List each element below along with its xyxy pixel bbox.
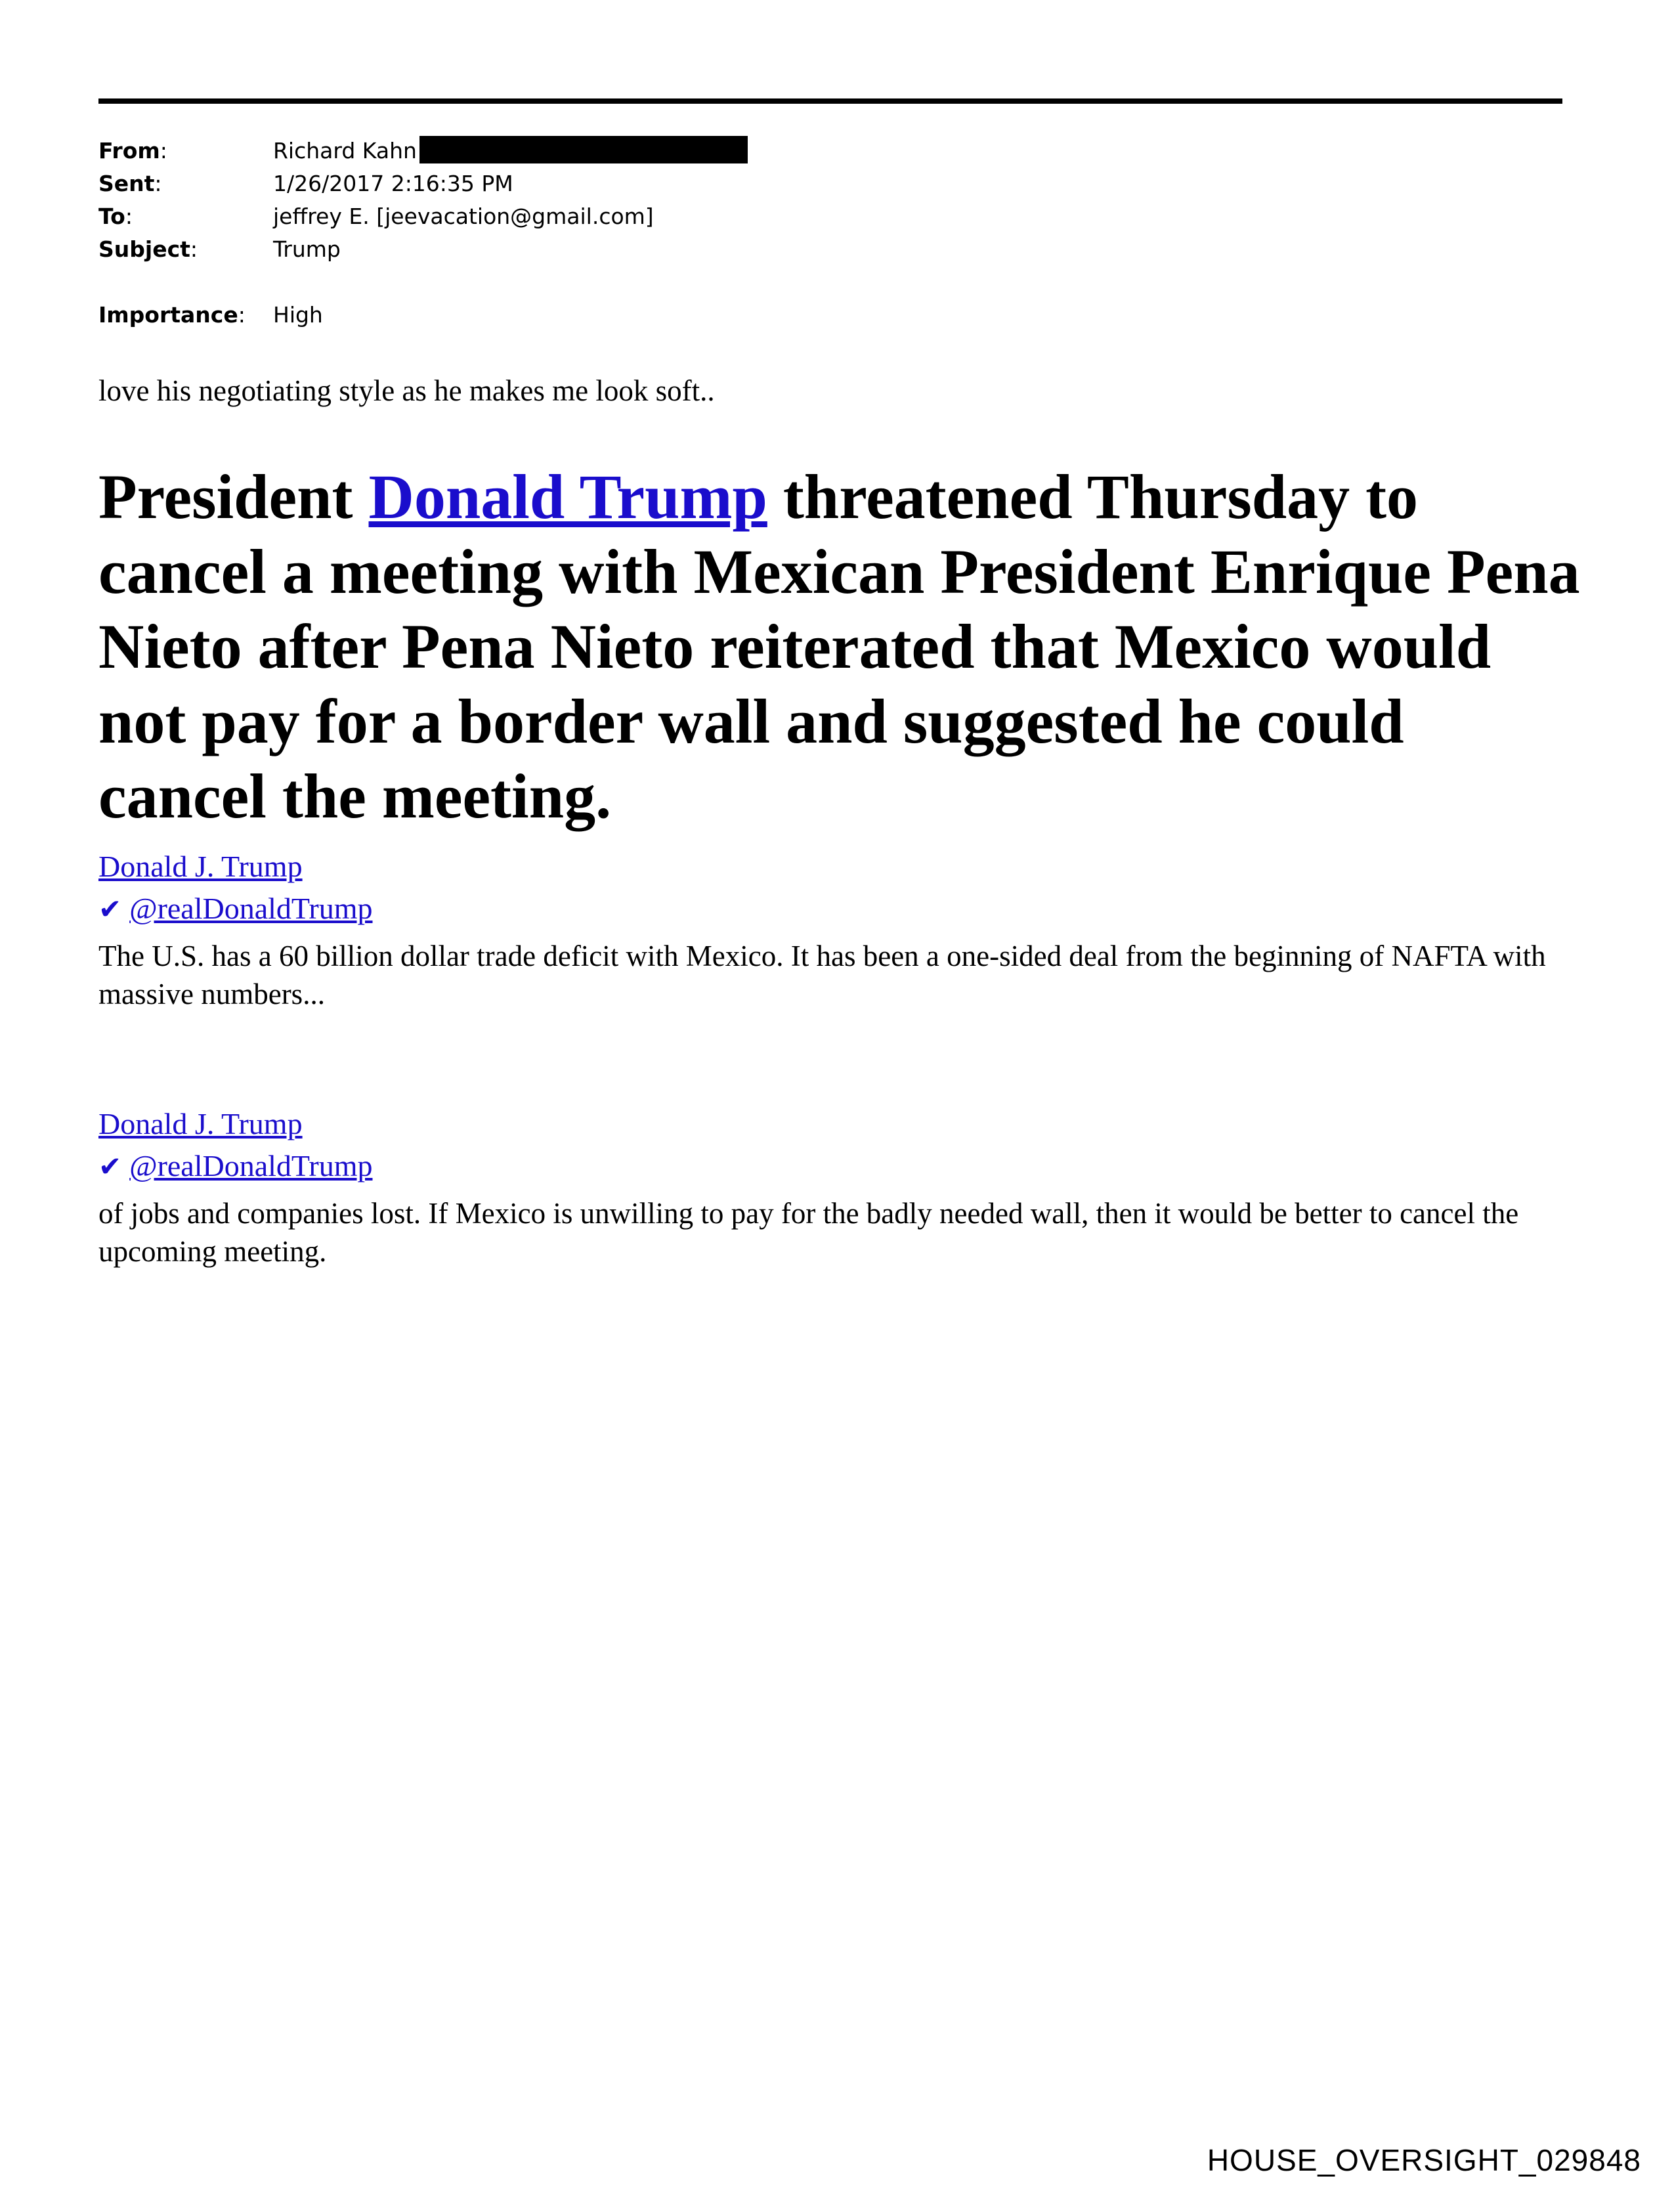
tweet-handle-row: [98, 888, 1569, 930]
verified-check-icon: ✔: [98, 1150, 122, 1182]
article-headline: President Donald Trump threatened Thursday to cancel a meeting with Mexican President Enrique Pena Nieto after Pena Nieto reiterated that Mexico would not pay for a border wall and suggested he could cancel the meeting.: [98, 462, 1580, 831]
to-label: To:: [98, 204, 133, 229]
bates-number: HOUSE_OVERSIGHT_029848: [1207, 2143, 1641, 2177]
redaction-bar: [419, 136, 748, 163]
tweet-text: The U.S. has a 60 billion dollar trade deficit with Mexico. It has been a one-sided deal from the beginning of NAFTA with massive numbers...: [98, 940, 1546, 1010]
verified-check-icon: ✔: [98, 893, 122, 925]
sent-value: 1/26/2017 2:16:35 PM: [273, 171, 513, 196]
tweet-2: [98, 1103, 1569, 1270]
sent-label: Sent:: [98, 171, 162, 196]
importance-value: High: [273, 302, 323, 328]
tweet-author-link[interactable]: Donald J. Trump: [98, 850, 303, 883]
subject-value: Trump: [273, 236, 341, 262]
subject-label: Subject:: [98, 236, 198, 262]
email-intro-text: love his negotiating style as he makes me look soft..: [98, 374, 715, 407]
tweet-handle-row: [98, 1145, 1569, 1188]
from-label: From:: [98, 138, 167, 163]
to-value: jeffrey E. [jeevacation@gmail.com]: [273, 204, 654, 229]
tweet-handle-link[interactable]: @realDonaldTrump: [129, 892, 373, 925]
tweet-1: [98, 846, 1569, 1013]
importance-label: Importance:: [98, 302, 246, 328]
tweet-handle-link[interactable]: @realDonaldTrump: [129, 1149, 373, 1182]
donald-trump-link[interactable]: Donald Trump: [368, 462, 767, 532]
from-value: Richard Kahn: [273, 135, 748, 167]
tweet-text: of jobs and companies lost. If Mexico is unwilling to pay for the badly needed wall, then it would be better to cancel the upcoming meeting.: [98, 1197, 1519, 1268]
top-divider: [98, 98, 1562, 104]
tweet-author-link[interactable]: Donald J. Trump: [98, 1107, 303, 1140]
